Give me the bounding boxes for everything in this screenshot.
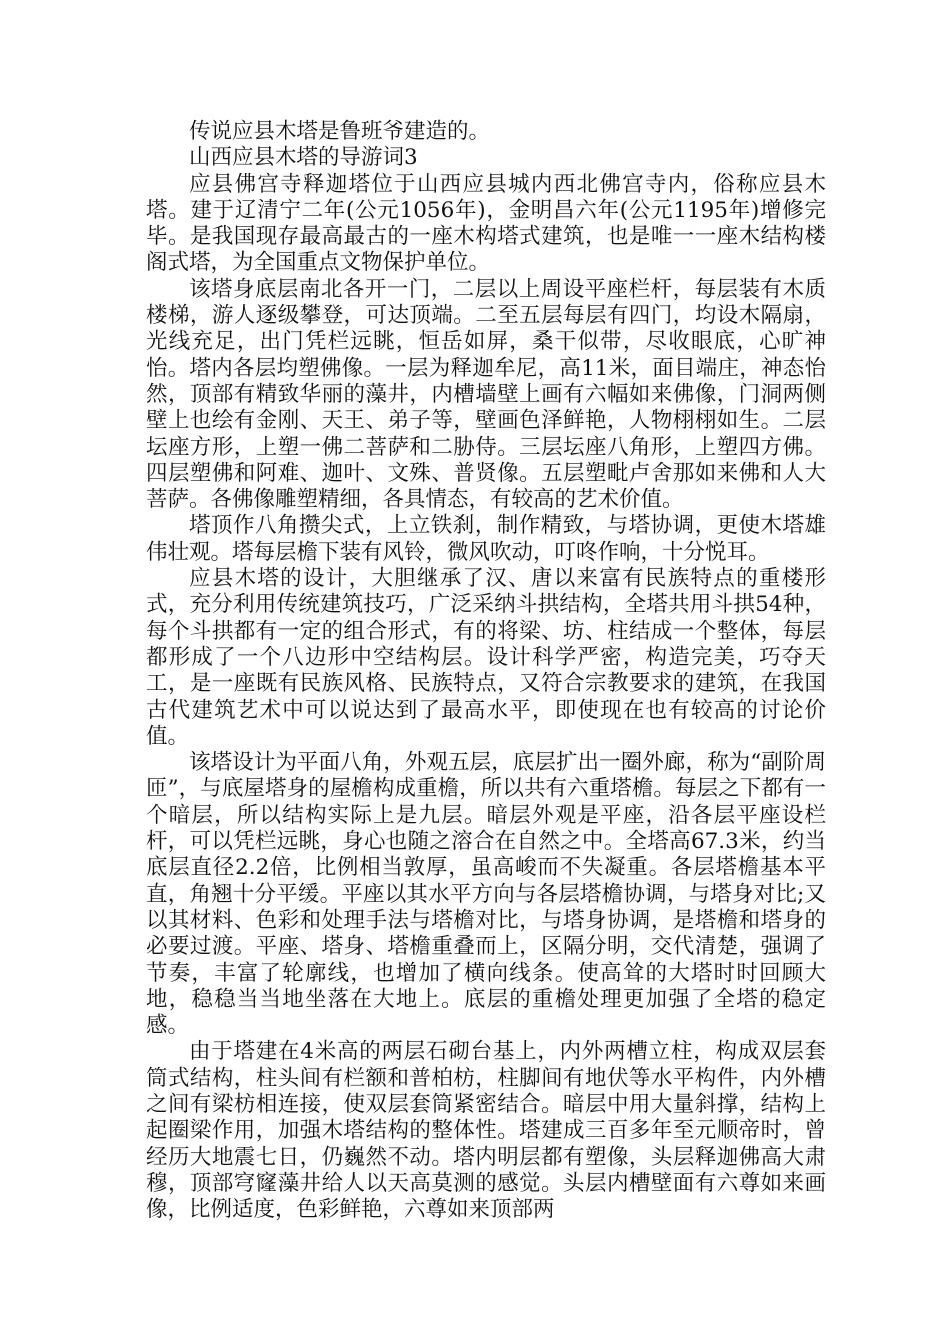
paragraph-tower-top: 塔顶作八角攒尖式，上立铁刹，制作精致，与塔协调，更使木塔雄伟壮观。塔每层檐下装有风铃，微风吹动，叮咚作响，十分悦耳。 xyxy=(146,513,826,565)
paragraph-intro: 应县佛宫寺释迦塔位于山西应县城内西北佛宫寺内，俗称应县木塔。建于辽清宁二年(公元1056年)，金明昌六年(公元1195年)增修完毕。是我国现存最高最古的一座木构塔式建筑，也是唯一一座木结构楼阁式塔，为全国重点文物保护单位。 xyxy=(146,171,826,276)
paragraph-structure-layers: 该塔设计为平面八角，外观五层，底层扩出一圈外廊，称为“副阶周匝”，与底屋塔身的屋檐构成重檐，所以共有六重塔檐。每层之下都有一个暗层，所以结构实际上是九层。暗层外观是平座，沿各层平座设栏杆，可以凭栏远眺，身心也随之溶合在自然之中。全塔高67.3米，约当底层直径2.2倍，比例相当敦厚，虽高峻而不失凝重。各层塔檐基本平直，角翘十分平缓。平座以其水平方向与各层塔檐协调，与塔身对比;又以其材料、色彩和处理手法与塔檐对比，与塔身协调，是塔檐和塔身的必要过渡。平座、塔身、塔檐重叠而上，区隔分明，交代清楚，强调了节奏，丰富了轮廓线，也增加了横向线条。使高耸的大塔时时回顾大地，稳稳当当地坐落在大地上。底层的重檐处理更加强了全塔的稳定感。 xyxy=(146,750,826,1039)
paragraph-design: 应县木塔的设计，大胆继承了汉、唐以来富有民族特点的重楼形式，充分利用传统建筑技巧，广泛采纳斗拱结构，全塔共用斗拱54种，每个斗拱都有一定的组合形式，有的将梁、坊、柱结成一个整体，每层都形成了一个八边形中空结构层。设计科学严密，构造完美，巧夺天工，是一座既有民族风格、民族特点，又符合宗教要求的建筑，在我国古代建筑艺术中可以说达到了最高水平，即使现在也有较高的讨论价值。 xyxy=(146,566,826,749)
paragraph-legend-line: 传说应县木塔是鲁班爷建造的。 xyxy=(189,119,491,144)
paragraph-foundation: 由于塔建在4米高的两层石砌台基上，内外两槽立柱，构成双层套筒式结构，柱头间有栏额和普柏枋，柱脚间有地伏等水平构件，内外槽之间有梁枋相连接，使双层套筒紧密结合。暗层中用大量斜撑，结构上起圈梁作用，加强木塔结构的整体性。塔建成三百多年至元顺帝时，曾经历大地震七日，仍巍然不动。塔内明层都有塑像，头层释迦佛高大肃穆，顶部穹窿藻井给人以天高莫测的感觉。头层内槽壁面有六尊如来画像，比例适度，色彩鲜艳，六尊如来顶部两 xyxy=(146,1039,826,1223)
paragraph-section-title: 山西应县木塔的导游词3 xyxy=(189,145,418,171)
document-body xyxy=(146,119,826,1223)
paragraph-tower-interior: 该塔身底层南北各开一门，二层以上周设平座栏杆，每层装有木质楼梯，游人逐级攀登，可达顶端。二至五层每层有四门，均设木隔扇，光线充足，出门凭栏远眺，恒岳如屏，桑干似带，尽收眼底，心旷神怡。塔内各层均塑佛像。一层为释迦牟尼，高11米，面目端庄，神态怡然，顶部有精致华丽的藻井，内槽墙壁上画有六幅如来佛像，门洞两侧壁上也绘有金刚、天王、弟子等，壁画色泽鲜艳，人物栩栩如生。二层坛座方形，上塑一佛二菩萨和二胁侍。三层坛座八角形，上塑四方佛。四层塑佛和阿难、迦叶、文殊、普贤像。五层塑毗卢舍那如来佛和人大菩萨。各佛像雕塑精细，各具情态，有较高的艺术价值。 xyxy=(146,276,826,513)
